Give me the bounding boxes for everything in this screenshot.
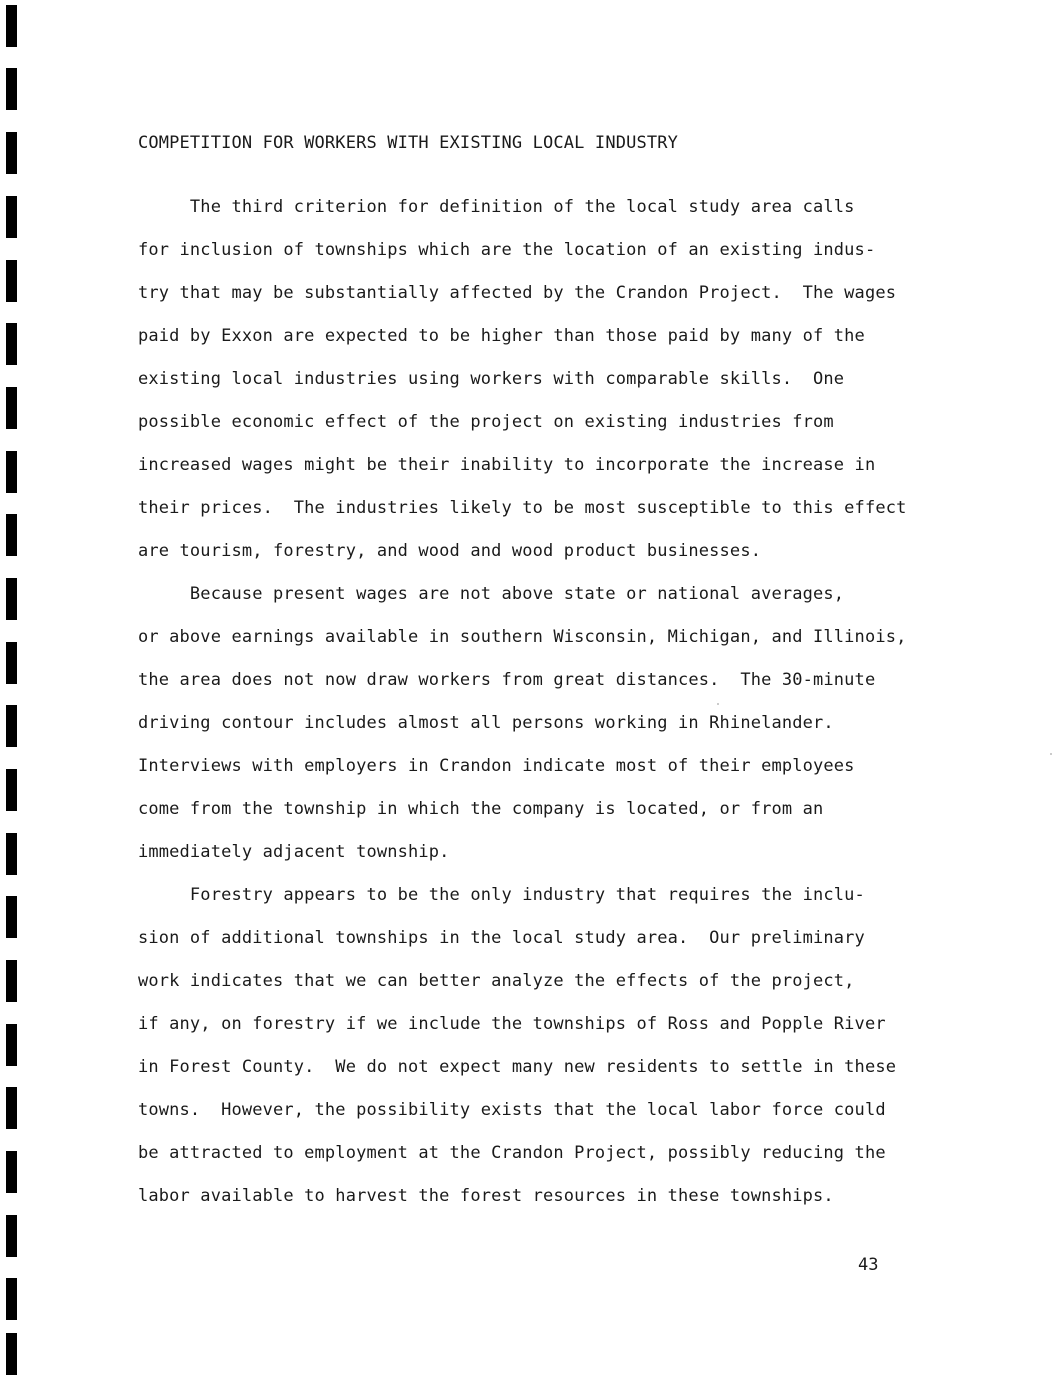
text-line: or above earnings available in southern Wisconsin, Michigan, and Illinois,	[138, 627, 907, 647]
text-line: Forestry appears to be the only industry that requires the inclu-	[138, 885, 865, 905]
binding-mark	[6, 514, 17, 556]
section-heading: COMPETITION FOR WORKERS WITH EXISTING LOCAL INDUSTRY	[138, 133, 679, 153]
text-line: in Forest County. We do not expect many new residents to settle in these	[138, 1057, 897, 1077]
binding-mark	[6, 1333, 17, 1375]
binding-mark	[6, 387, 17, 429]
text-line: immediately adjacent township.	[138, 842, 450, 862]
text-line: the area does not now draw workers from great distances. The 30-minute	[138, 670, 876, 690]
binding-mark	[6, 705, 17, 747]
text-line: labor available to harvest the forest resources in these townships.	[138, 1186, 834, 1206]
text-line: possible economic effect of the project on existing industries from	[138, 412, 834, 432]
text-line: The third criterion for definition of the local study area calls	[138, 197, 855, 217]
text-line: if any, on forestry if we include the townships of Ross and Popple River	[138, 1014, 886, 1034]
binding-mark	[6, 1151, 17, 1193]
text-line: their prices. The industries likely to be most susceptible to this effect	[138, 498, 907, 518]
text-line: driving contour includes almost all persons working in Rhinelander.	[138, 713, 834, 733]
binding-mark	[6, 896, 17, 938]
binding-marks	[6, 0, 18, 1380]
binding-mark	[6, 960, 17, 1002]
binding-mark	[6, 1087, 17, 1129]
scan-speck	[717, 703, 719, 705]
text-line: Interviews with employers in Crandon indicate most of their employees	[138, 756, 855, 776]
binding-mark	[6, 260, 17, 302]
text-line: Because present wages are not above state or national averages,	[138, 584, 845, 604]
page-number: 43	[858, 1255, 879, 1275]
text-line: are tourism, forestry, and wood and wood product businesses.	[138, 541, 762, 561]
binding-mark	[6, 578, 17, 620]
binding-mark	[6, 451, 17, 493]
text-line: be attracted to employment at the Crandon Project, possibly reducing the	[138, 1143, 886, 1163]
text-line: for inclusion of townships which are the location of an existing indus-	[138, 240, 876, 260]
text-line: come from the township in which the company is located, or from an	[138, 799, 824, 819]
binding-mark	[6, 132, 17, 174]
binding-mark	[6, 1024, 17, 1066]
text-line: try that may be substantially affected by the Crandon Project. The wages	[138, 283, 897, 303]
text-line: towns. However, the possibility exists that the local labor force could	[138, 1100, 886, 1120]
binding-mark	[6, 642, 17, 684]
binding-mark	[6, 769, 17, 811]
binding-mark	[6, 1215, 17, 1257]
binding-mark	[6, 1278, 17, 1320]
text-line: sion of additional townships in the local study area. Our preliminary	[138, 928, 865, 948]
binding-mark	[6, 833, 17, 875]
binding-mark	[6, 323, 17, 365]
binding-mark	[6, 5, 17, 47]
scan-speck	[1050, 753, 1052, 755]
binding-mark	[6, 196, 17, 238]
text-line: existing local industries using workers with comparable skills. One	[138, 369, 845, 389]
text-line: paid by Exxon are expected to be higher than those paid by many of the	[138, 326, 865, 346]
binding-mark	[6, 68, 17, 110]
text-line: increased wages might be their inability to incorporate the increase in	[138, 455, 876, 475]
text-line: work indicates that we can better analyze the effects of the project,	[138, 971, 855, 991]
